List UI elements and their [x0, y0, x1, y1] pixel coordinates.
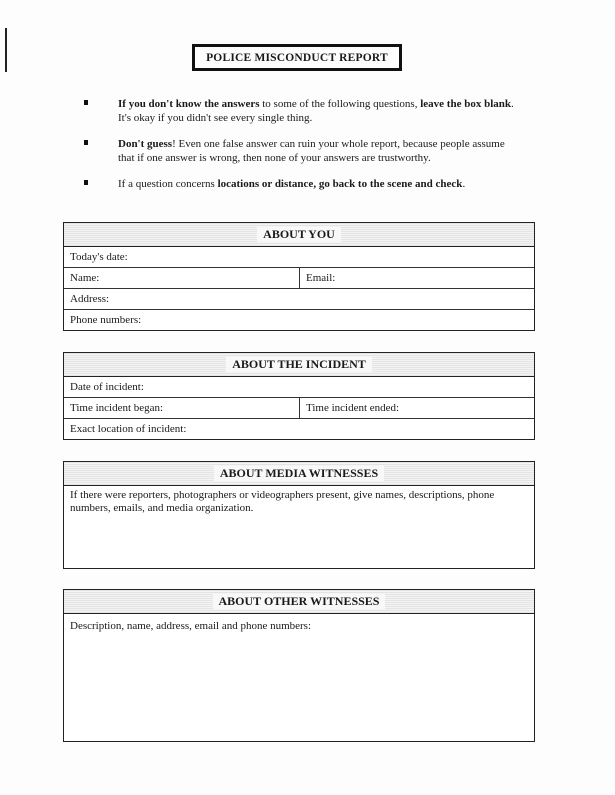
form-row	[64, 419, 534, 439]
instruction-text: to some of the following questions,	[259, 98, 421, 110]
instruction-bold: If you don't know the answers	[118, 98, 260, 110]
instructions-list	[84, 98, 514, 205]
section-heading	[64, 590, 534, 614]
form-row	[64, 377, 534, 398]
section-heading-text: ABOUT YOU	[257, 227, 341, 242]
address-field[interactable]: Address:	[70, 293, 110, 305]
form-row	[64, 289, 534, 310]
form-row	[64, 310, 534, 330]
phone-field[interactable]: Phone numbers:	[70, 314, 142, 326]
time-began-field[interactable]: Time incident began:	[64, 398, 300, 418]
todays-date-field[interactable]: Today's date:	[70, 251, 128, 263]
other-witnesses-section	[63, 589, 535, 742]
section-heading	[64, 353, 534, 377]
media-witnesses-section	[63, 461, 535, 569]
section-heading	[64, 223, 534, 247]
name-field[interactable]: Name:	[64, 268, 300, 288]
bullet-icon	[84, 140, 88, 145]
instruction-item	[84, 98, 514, 125]
instruction-text: If a question concerns	[118, 178, 218, 190]
instruction-item	[84, 178, 514, 192]
section-heading-text: ABOUT MEDIA WITNESSES	[214, 466, 384, 481]
instruction-item	[84, 138, 514, 165]
incident-date-field[interactable]: Date of incident:	[70, 381, 144, 393]
section-heading-text: ABOUT THE INCIDENT	[226, 357, 372, 372]
instruction-text: ! Even one false answer can ruin your whole report, because people assume that if one answer is wrong, then none of your answers are trustworthy.	[118, 138, 505, 164]
scan-edge-mark	[5, 28, 7, 72]
time-ended-field[interactable]: Time incident ended:	[306, 402, 400, 414]
instruction-text: .	[462, 178, 466, 190]
about-incident-section	[63, 352, 535, 440]
page-title	[192, 44, 402, 71]
form-row	[64, 268, 534, 289]
instruction-text: . It's okay if you didn't see every single thing.	[118, 98, 514, 124]
other-witnesses-field[interactable]: Description, name, address, email and phone numbers:	[70, 620, 312, 632]
form-row	[64, 247, 534, 268]
bullet-icon	[84, 180, 88, 185]
bullet-icon	[84, 100, 88, 105]
email-field[interactable]: Email:	[306, 272, 336, 284]
form-row	[64, 398, 534, 419]
instruction-bold: Don't guess	[118, 138, 173, 150]
about-you-section	[63, 222, 535, 331]
media-witnesses-field[interactable]: If there were reporters, photographers or videographers present, give names, descriptions, phone numbers, emails, and media organization.	[70, 489, 495, 514]
page-title-text: POLICE MISCONDUCT REPORT	[206, 51, 388, 64]
instruction-bold: locations or distance, go back to the scene and check	[217, 178, 463, 190]
location-field[interactable]: Exact location of incident:	[70, 423, 187, 435]
section-heading-text: ABOUT OTHER WITNESSES	[213, 594, 386, 609]
section-heading	[64, 462, 534, 486]
instruction-bold: leave the box blank	[420, 98, 511, 110]
